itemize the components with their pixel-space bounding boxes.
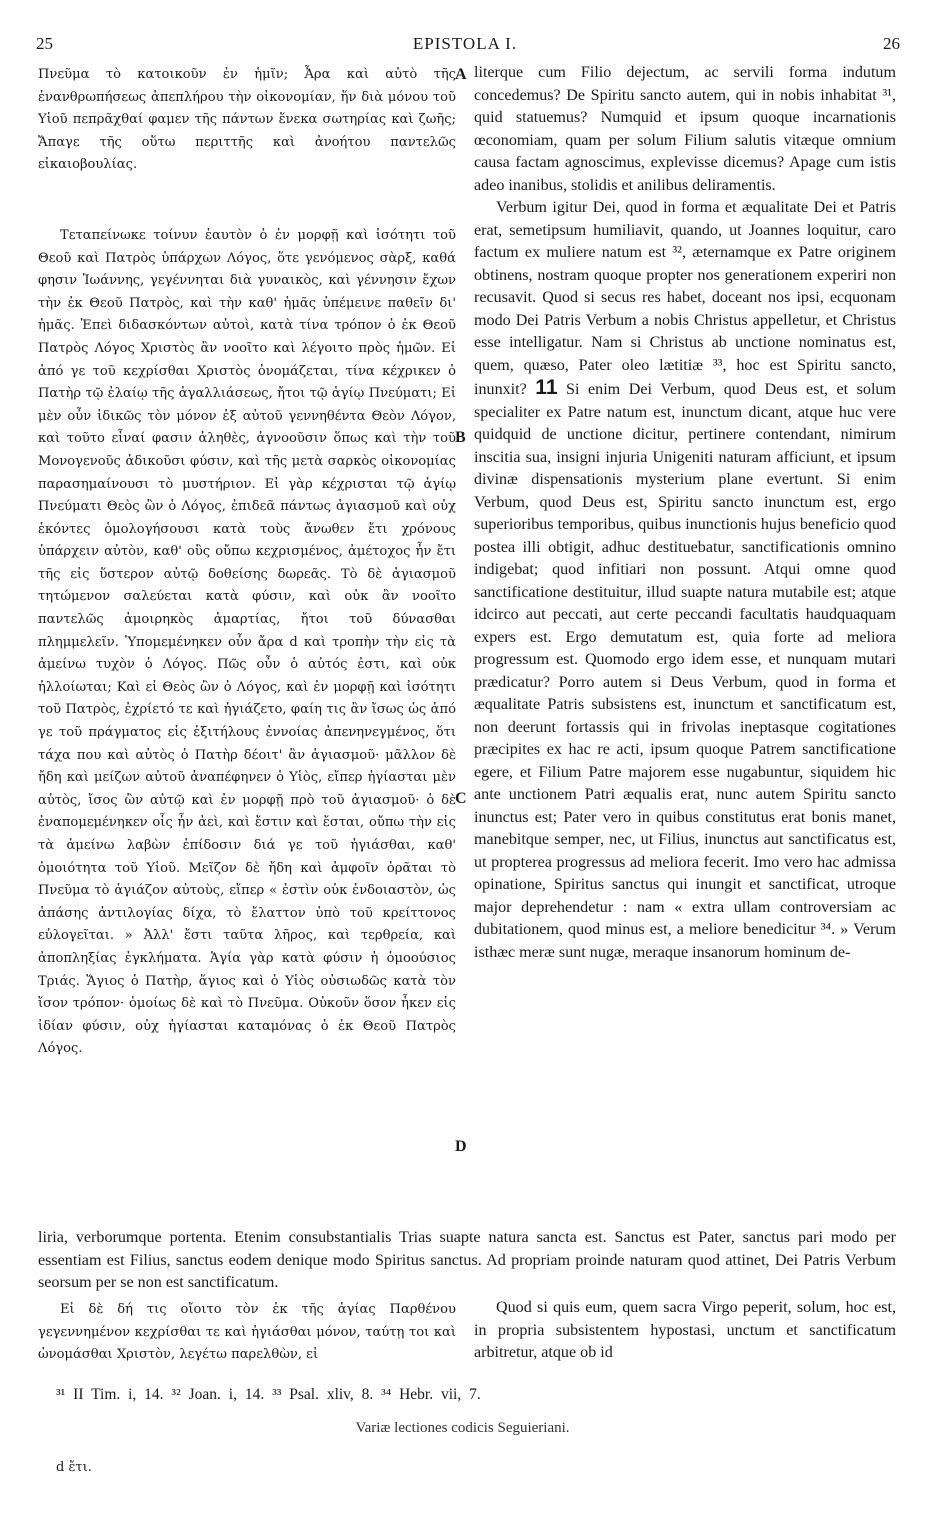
margin-marker-b: B	[455, 429, 466, 446]
margin-marker-a: A	[455, 66, 467, 83]
greek-paragraph-3: Εἰ δὲ δή τις οἴοιτο τὸν ἐκ τῆς ἁγίας Παρθένου γεγεννημένον κεχρίσθαι τε καὶ ἡγιάσθαι μόνον, ταύτῃ τοι καὶ ὠνομάσθαι Χριστὸν, λεγέτω παρελθὼν, εἰ	[38, 1302, 456, 1363]
page-number-left: 25	[36, 34, 53, 53]
latin-paragraph-1: literque cum Filio dejectum, ac servili forma indutum concedemus? De Spiritu sancto autem, qui in nobis inhabitat ³¹, quid statuemus? Numquid et ipsum quoque incarnationis œconomiam, quam per solum Filium salutis vitæque omnium causa factam agnoscimus, explevisse dicemus? Apage cum istis adeo inanibus, stolidis et anilibus deliramentis.	[474, 64, 896, 194]
latin-paragraph-3: Quod si quis eum, quem sacra Virgo peperit, solum, hoc est, in propria subsistentem hypostasi, unctum et sanctificatum arbitretur, atque ob id	[474, 1299, 896, 1361]
margin-marker-c: C	[455, 790, 467, 807]
latin-paragraph-2b: Si enim Dei Verbum, quod Deus est, et solum specialiter ex Patre natum est, inunctum dicant, atque huc vere quidquid de unctione dicitur, pertinere contendant, nimirum inscitia sua, insigni injuria Unigeniti naturam afficiunt, et ipsum divinæ dispensationis mysterium plane evertunt. Si enim Verbum, quod Deus est, Spiritu sancto inunctum est, ergo superioribus temporibus, quibus inunctionis hujus beneficio quod postea illi obtigit, adhuc destituebatur, sanctificationis omnino indigebat; quod infitiari non possunt. Atqui omne quod sanctificatione destituitur, illud suapte natura mutabile est; atque idcirco aut peccati, aut certe peccandi facultatis haudquaquam expers est. Ergo demutatum est, quia forte ad meliora progressum est. Quomodo ergo idem esse, et nunquam mutari prædicatur? Porro autem si Deus Verbum, quod in forma et æqualitate Patris subsistens est, inunctum et sanctificatum est, non deerunt fortassis qui in frivolas ineptasque cogitationes præcipites ex hac re acti, ipsum quoque Patrem sanctificatione egere, et Filium Patre majorem esse nugabuntur, siquidem hic ante unctionem Patri æqualis erat, nunc autem Spiritu sancto inunctus est; Pater vero in quibus constitutus erat bonis manet, manebitque semper, nec, ut Filius, inunctus aut sanctificatus est, ut propterea progressus ad meliora fecerit. Imo vero hac admissa opinatione, Spiritus sanctus qui inungit et sanctificat, utroque major deprehendetur : nam « extra ullam controversiam ac dubitationem, quod minus est, a meliore benedicitur ³⁴. » Verum isthæc meræ sunt nugæ, meraque insanorum hominum de-	[474, 381, 896, 961]
footnotes: ³¹ II Tim. i, 14. ³² Joan. i, 14. ³³ Psal. xliv, 8. ³⁴ Hebr. vii, 7.	[56, 1386, 481, 1403]
full-width-latin	[38, 1227, 896, 1295]
variant-note: d ἔτι.	[56, 1460, 92, 1475]
running-header	[30, 34, 900, 56]
running-title: EPISTOLA I.	[412, 34, 518, 53]
variae-lectiones-heading: Variæ lectiones codicis Seguieriani.	[355, 1420, 570, 1436]
page-number-right: 26	[883, 34, 900, 53]
greek-paragraph-2: Τεταπείνωκε τοίνυν ἑαυτὸν ὁ ἐν μορφῇ καὶ ἰσότητι τοῦ Θεοῦ καὶ Πατρὸς ὑπάρχων Λόγος, ὅτε γενόμενος σὰρξ, καθά φησιν Ἰωάννης, γεγέννηται διὰ γυναικὸς, καὶ γέννησιν ἔχων τὴν ἐκ Θεοῦ Πατρὸς, καὶ τὴν καθ' ἡμᾶς ὑπέμεινε παθεῖν δι' ἡμᾶς. Ἐπεὶ διδασκόντων αὐτοὶ, κατὰ τίνα τρόπον ὁ ἐκ Θεοῦ Πατρὸς Λόγος Χριστὸς ἂν νοοῖτο καὶ λέγοιτο πρὸς ἡμῶν. Εἰ ἀπό γε τοῦ κεχρίσθαι Χριστὸς ὀνομάζεται, τίνα κέχρικεν ὁ Πατὴρ τῷ ἐλαίῳ τῆς ἀγαλλιάσεως, ἤτοι τῷ ἁγίῳ Πνεύματι; Εἰ μὲν οὖν ἰδικῶς τὸν μόνον ἐξ αὐτοῦ γεννηθέντα Θεὸν Λόγον, καὶ τοῦτο εἶναί φασιν ἀληθὲς, ἀγνοοῦσιν ὅπως καὶ τὴν τοῦ Μονογενοῦς ἀδικοῦσι φύσιν, καὶ τῆς μετὰ σαρκὸς οἰκονομίας παρασημαίνουσι τὸ μυστήριον. Εἰ γὰρ κέχρισται τῷ ἁγίῳ Πνεύματι Θεὸς ὢν ὁ Λόγος, ἐπιδεᾶ πάντως ἁγιασμοῦ καὶ οὐχ ἑκόντες ὁμολογήσουσι κατὰ τοὺς ἄνωθεν ἔτι χρόνους ὑπάρχειν αὐτὸν, καθ' οὓς οὔπω κεχρισμένος, ἀμέτοχος ἦν ἔτι τῆς εἰς ὕστερον αὐτῷ δοθείσης δωρεᾶς. Τὸ δὲ ἁγιασμοῦ τητώμενον σαλεύεται κατὰ φύσιν, καὶ οὐκ ἂν νοοῖτο παντελῶς ἀμοιρηκὸς ἁμαρτίας, ἤτοι τοῦ δύνασθαι πλημμελεῖν. Ὑπομεμένηκεν οὖν ἄρα d καὶ τροπὴν τὴν εἰς τὰ ἀμείνω τυχὸν ὁ Λόγος. Πῶς οὖν ὁ αὐτός ἐστι, καὶ οὐκ ἠλλοίωται; Καὶ εἰ Θεὸς ὢν ὁ Λόγος, καὶ ἐν μορφῇ καὶ ἰσότητι τοῦ Πατρὸς, ἐχρίετό τε καὶ ἡγιάζετο, φαίη τις ἂν ἴσως ὡς ἀπό γε τοῦ πράγματος εἰς ἐξιτήλους ἐννοίας ἀπενηνεγμένος, ὅτι τάχα που καὶ αὐτὸς ὁ Πατὴρ δέοιτ' ἂν ἁγιασμοῦ· μᾶλλον δὲ ἤδη καὶ μείζων αὐτοῦ ἀναπέφηνεν ὁ Υἱὸς, εἴπερ ἡγίασται μὲν αὐτὸς, ἴσος ὢν αὐτῷ καὶ ἐν μορφῇ πρὸ τοῦ ἁγιασμοῦ· ὁ δὲ ἐναπομεμένηκεν οἷς ἦν ἀεὶ, καὶ ἔστιν καὶ ἔσται, οὔπω τὴν εἰς τὰ ἀμείνω λαβὼν ἐπίδοσιν διά γε τοῦ ἡγιάσθαι, καθ' ὁμοιότητα τοῦ Υἱοῦ. Μεῖζον δὲ ἤδη καὶ ἀμφοῖν ὁρᾶται τὸ Πνεῦμα τὸ ἁγιάζον αὐτοὺς, εἴπερ « ἐστὶν οὐκ ἐνδοιαστὸν, ὡς ἁπάσης ἀντιλογίας δίχα, τὸ ἔλαττον ὑπὸ τοῦ κρείττονος εὐλογεῖται. » Ἀλλ' ἔστι ταῦτα λῆρος, καὶ τερθρεία, καὶ ἀποπληξίας ἐγκλήματα. Ἁγία γὰρ κατὰ φύσιν ἡ ὁμοούσιος Τριάς. Ἅγιος ὁ Πατὴρ, ἅγιος καὶ ὁ Υἱὸς οὐσιωδῶς κατὰ τὸν ἴσον τρόπον· ὁμοίως δὲ καὶ τὸ Πνεῦμα. Οὐκοῦν ὅσον ἧκεν εἰς ἰδίαν φύσιν, οὐχ ἡγίασται καταμόνας ὁ ἐκ Θεοῦ Πατρὸς Λόγος.	[38, 227, 456, 1057]
latin-column	[474, 62, 896, 964]
latin-full-paragraph: liria, verborumque portenta. Etenim consubstantialis Trias suapte natura sancta est. Sanctus est Pater, sanctus pari modo per essentiam est Filius, sanctus eodem denique modo Spiritus sanctus. Ad propriam proinde naturam quod attinet, Dei Patris Verbum seorsum per se non est sanctificatum.	[38, 1229, 896, 1291]
margin-marker-d: D	[455, 1138, 467, 1155]
latin-paragraph-2a: Verbum igitur Dei, quod in forma et æqualitate Dei et Patris erat, semetipsum humiliavit, quando, ut Joannes loquitur, caro factum ex muliere natum est ³², æternamque ex Patre originem obtinens, nostram quoque propter nos generationem experiri non recusavit. Quod si secus res habet, doceant nos ipsi, ecquonam modo Dei Patris Verbum a nobis Christus appelletur, et Christus esse intelligatur. Nam si Christus ab unctione nominatus est, quem, quæso, Pater oleo lætitiæ ³³, hoc est Spiritu sancto, inunxit?	[474, 199, 896, 398]
latin-bottom	[474, 1297, 896, 1365]
greek-bottom	[38, 1299, 456, 1367]
latin-paragraph-2	[474, 197, 896, 964]
greek-column	[38, 64, 456, 1061]
greek-paragraph-1: Πνεῦμα τὸ κατοικοῦν ἐν ἡμῖν; Ἆρα καὶ αὐτὸ τῆς ἐνανθρωπήσεως ἀπεπλήρου τὴν οἰκονομίαν, ἥν διὰ μόνου τοῦ Υἱοῦ πεπρᾶχθαί φαμεν τῆς πάντων ἕνεκα σωτηρίας καὶ ζωῆς; Ἄπαγε τῆς οὕτω περιττῆς καὶ ἀνοήτου παντελῶς εἰκαιοβουλίας.	[38, 67, 456, 173]
column-number: 11	[535, 376, 558, 399]
